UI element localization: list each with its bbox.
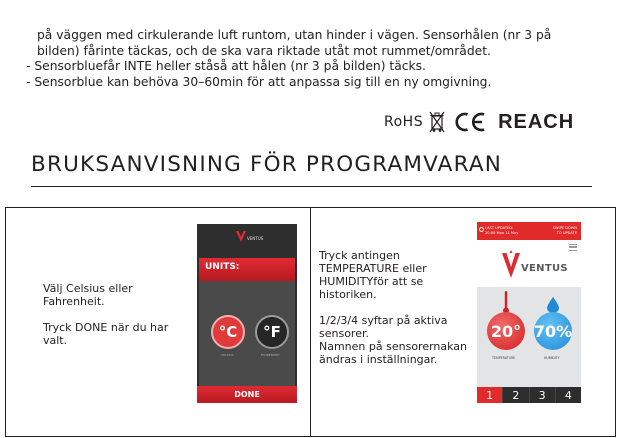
temperature-label: TEMPERATURE — [492, 356, 516, 360]
humidity-label: HUMIDITY — [544, 356, 560, 360]
intro-text — [26, 28, 616, 90]
humidity-button[interactable]: 70% — [534, 312, 572, 350]
units-instruction-1: Välj Celsius eller Fahrenheit. — [43, 282, 133, 308]
menu-icon[interactable] — [569, 244, 577, 251]
heading-divider — [31, 186, 592, 187]
update-bar[interactable] — [477, 222, 581, 240]
intro-line-2: bilden) fårinte täckas, och de ska vara riktade utåt mot rummet/området. — [37, 43, 491, 58]
fahrenheit-button[interactable]: °F — [255, 315, 289, 349]
swipe-hint-line-1: SWIPE DOWN — [552, 226, 577, 230]
units-instructions — [43, 282, 178, 347]
ce-mark-icon — [453, 111, 487, 133]
ventus-v-icon — [501, 249, 521, 279]
overview-instruction-2a: 1/2/3/4 syftar på aktiva sensorer. — [319, 314, 448, 340]
done-button[interactable]: DONE — [197, 386, 297, 403]
ventus-brand: VENTUS — [247, 236, 264, 241]
rohs-mark: RoHS — [384, 114, 424, 130]
swipe-hint-line-2: TO UPDATE — [556, 230, 577, 235]
certification-marks — [384, 110, 574, 134]
overview-instruction-2 — [319, 314, 469, 366]
units-options — [199, 281, 295, 395]
sensor-tabs — [477, 387, 581, 403]
last-updated-value: 20:00 Mon 11 May — [485, 230, 519, 235]
ventus-logo — [235, 229, 295, 245]
units-phone-screen — [197, 224, 297, 403]
overview-instruction-1: Tryck antingen TEMPERATURE eller HUMIDITYför att se historiken. — [319, 249, 427, 301]
clock-icon — [479, 227, 484, 232]
units-panel — [5, 207, 311, 437]
celsius-button[interactable]: °C — [211, 315, 245, 349]
fahrenheit-caption: FAHRENHEIT — [261, 353, 280, 357]
overview-instruction-2b: Namnen på sensorernakan ändras i inställningar. — [319, 340, 468, 366]
overview-phone-screen — [477, 222, 581, 403]
last-updated-label: LAST UPDATED: — [485, 226, 514, 230]
ventus-v-icon — [235, 229, 247, 243]
sensor-tab-4[interactable]: 4 — [555, 387, 581, 403]
readings-area — [477, 287, 581, 387]
sensor-tab-1[interactable]: 1 — [477, 387, 502, 403]
reach-mark: REACH — [498, 110, 575, 133]
celsius-caption: CELSIUS — [221, 353, 234, 357]
ventus-brand: VENTUS — [521, 263, 568, 274]
units-instruction-2: Tryck DONE när du har valt. — [43, 321, 169, 347]
app-header — [477, 240, 581, 287]
overview-instructions — [319, 249, 469, 366]
units-label: UNITS: — [205, 262, 240, 272]
sensor-tab-2[interactable]: 2 — [502, 387, 528, 403]
intro-bullet-2: - Sensorblue kan behöva 30–60min för att anpassa sig till en ny omgivning. — [26, 74, 492, 89]
overview-panel — [310, 207, 616, 437]
sensor-tab-3[interactable]: 3 — [529, 387, 555, 403]
intro-line-1: på väggen med cirkulerande luft runtom, utan hinder i vägen. Sensorhålen (nr 3 på — [37, 28, 552, 42]
weee-bin-icon — [429, 111, 445, 133]
intro-bullet-1: - Sensorbluefår INTE heller ståså att hålen (nr 3 på bilden) täcks. — [26, 59, 426, 73]
humidity-drop-icon — [547, 297, 559, 313]
section-heading: BRUKSANVISNING FÖR PROGRAMVARAN — [31, 152, 503, 177]
units-header — [199, 258, 295, 281]
last-updated — [485, 226, 518, 235]
temperature-button[interactable]: 20° — [487, 312, 525, 350]
swipe-hint — [553, 226, 577, 235]
